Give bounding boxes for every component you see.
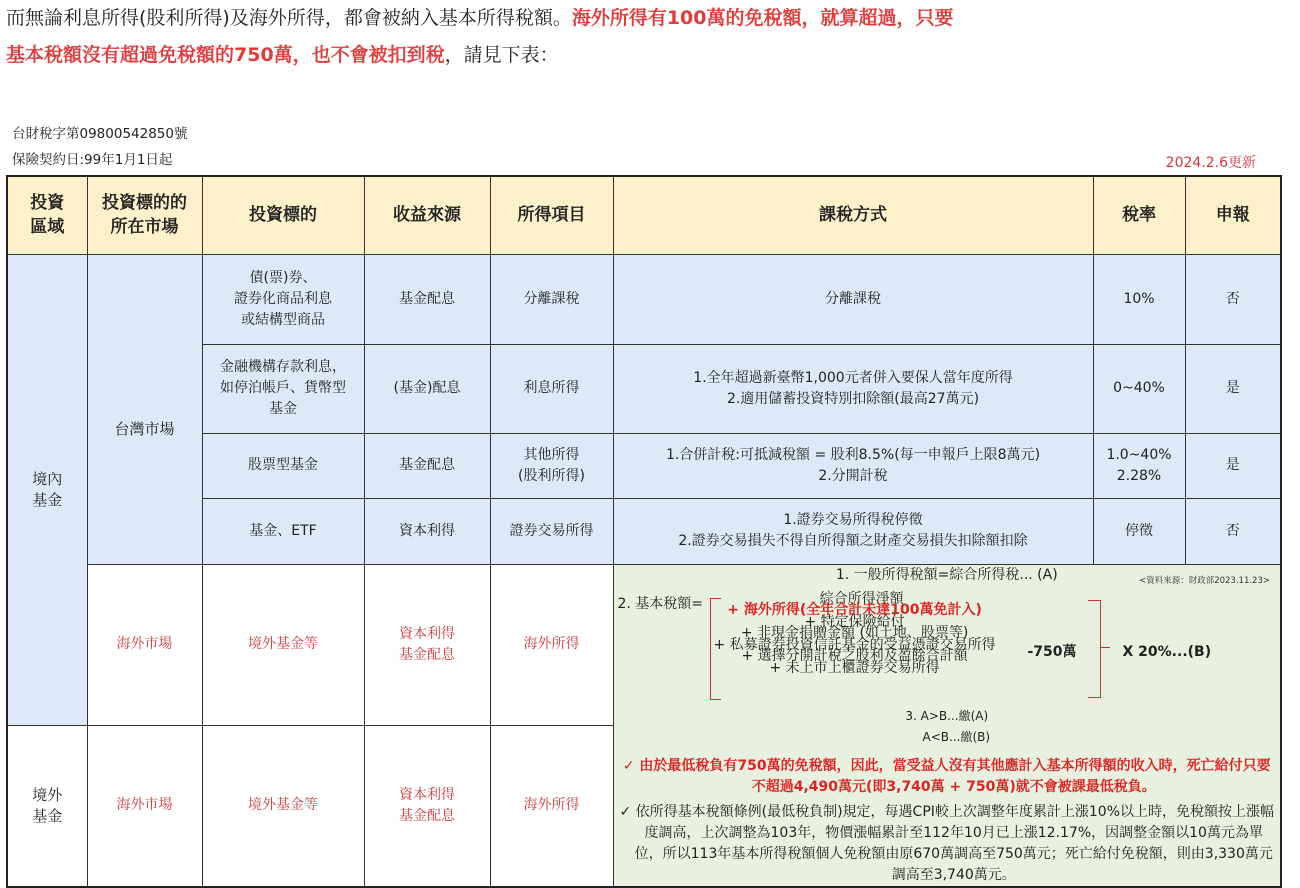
income-cell: 其他所得 (股利所得) — [490, 433, 613, 498]
source-cell: 基金配息 — [364, 433, 490, 498]
market-overseas: 海外市場 — [87, 725, 202, 886]
rate-cell: 停徵 — [1093, 498, 1185, 564]
formula-item: + 未上市上櫃證券交易所得 — [769, 659, 940, 676]
rate-cell: 0~40% — [1093, 344, 1185, 433]
target-cell: 金融機構存款利息， 如停泊帳戶、貨幣型 基金 — [202, 344, 364, 433]
intro-text: ，請見下表： — [444, 44, 559, 66]
market-taiwan: 台灣市場 — [87, 254, 202, 564]
intro-line-2 — [6, 37, 1296, 74]
table-row — [7, 254, 1281, 344]
header-income: 所得項目 — [490, 176, 613, 254]
formula-item: + 特定保險給付 — [804, 613, 905, 630]
income-cell: 海外所得 — [490, 564, 613, 725]
note-item-1: 1. 一般所得稅額=綜合所得稅... (A) — [835, 566, 1058, 583]
region-domestic: 境內 基金 — [7, 254, 87, 725]
tax-rate-multiplier: X 20%...(B) — [1122, 643, 1212, 660]
target-cell: 股票型基金 — [202, 433, 364, 498]
header-market: 投資標的的 所在市場 — [87, 176, 202, 254]
header-source: 收益來源 — [364, 176, 490, 254]
basic-tax-formula — [617, 590, 1277, 706]
minimum-tax-note — [613, 564, 1281, 887]
formula-item: + 非現金捐贈金額 (如土地、股票等) — [740, 625, 969, 641]
intro-paragraph — [6, 0, 1296, 74]
contract-date: 保險契約日:99年1月1日起 — [12, 152, 173, 168]
source-cell: (基金)配息 — [364, 344, 490, 433]
income-cell: 證券交易所得 — [490, 498, 613, 564]
header-row — [7, 176, 1281, 254]
header-report: 申報 — [1185, 176, 1281, 254]
note-check-1: ✓ 由於最低稅負有750萬的免稅額，因此，當受益人沒有其他應計入基本所得額的收入時，死亡給付只要不超過4,490萬元(即3,740萬 + 750萬)就不會被課最低稅負。 — [622, 757, 1271, 795]
target-cell: 境外基金等 — [202, 564, 364, 725]
source-cell: 資本利得 基金配息 — [364, 725, 490, 886]
income-cell: 分離課稅 — [490, 254, 613, 344]
formula-item: + 選擇分開計稅之股利及盈餘合計額 — [741, 648, 968, 664]
report-cell: 是 — [1185, 433, 1281, 498]
formula-item: 綜合所得淨額 — [805, 590, 904, 607]
rate-cell: 1.0~40% 2.28% — [1093, 433, 1185, 498]
intro-line-1 — [6, 0, 1296, 37]
intro-text: 而無論利息所得(股利所得)及海外所得，都會被納入基本所得稅額。 — [6, 7, 572, 29]
bracket-tick-icon — [1100, 647, 1110, 648]
updated-date: 2024.2.6更新 — [1165, 155, 1256, 171]
method-cell: 1.合併計稅:可抵減稅額 = 股利8.5%(每一申報戶上限8萬元) 2.分開計稅 — [613, 433, 1093, 498]
market-overseas: 海外市場 — [87, 564, 202, 725]
source-cell: 基金配息 — [364, 254, 490, 344]
formula-items — [713, 590, 996, 676]
report-cell: 是 — [1185, 344, 1281, 433]
formula-item: + 海外所得(全年合計未達100萬免計入) — [727, 602, 982, 618]
header-target: 投資標的 — [202, 176, 364, 254]
report-cell: 否 — [1185, 254, 1281, 344]
source-cell: 資本利得 基金配息 — [364, 564, 490, 725]
target-cell: 境外基金等 — [202, 725, 364, 886]
note-item-3-line-2: A<B...繳(B) — [903, 729, 991, 744]
source-cell: 資本利得 — [364, 498, 490, 564]
exemption-amount: -750萬 — [1027, 643, 1077, 660]
tax-table — [6, 175, 1282, 888]
rate-cell: 10% — [1093, 254, 1185, 344]
method-cell: 分離課稅 — [613, 254, 1093, 344]
tax-ruling-number: 台財稅字第09800542850號 — [12, 126, 188, 142]
note-check-2: ✓ 依所得基本稅額條例(最低稅負制)規定，每遇CPI較上次調整年度累計上漲10%以上時，免稅額按上漲幅度調高，上次調整為103年，物價漲幅累計至112年10月已上漲12.17%，因調整金額以10萬元為單位，所以113年基本所得稅額個人免稅額由原670萬調高至750萬元；死亡給付免稅額，則由3,330萬元調高至3,740萬元。 — [619, 803, 1275, 883]
intro-highlight: 海外所得有100萬的免稅額，就算超過，只要 — [571, 7, 954, 29]
method-cell: 1.全年超過新臺幣1,000元者併入要保人當年度所得 2.適用儲蓄投資特別扣除額(最高27萬元) — [613, 344, 1093, 433]
method-cell: 1.證券交易所得稅停徵 2.證券交易損失不得自所得額之財產交易損失扣除額扣除 — [613, 498, 1093, 564]
report-cell: 否 — [1185, 498, 1281, 564]
intro-highlight: 基本稅額沒有超過免稅額的750萬，也不會被扣到稅 — [6, 44, 445, 66]
target-cell: 債(票)券、 證券化商品利息 或結構型商品 — [202, 254, 364, 344]
header-rate: 稅率 — [1093, 176, 1185, 254]
note-item-3-line-1: 3. A>B...繳(A) — [905, 708, 989, 723]
note-source: <資料來源：財政部2023.11.23> — [1139, 575, 1270, 586]
table-row — [7, 564, 1281, 725]
income-cell: 海外所得 — [490, 725, 613, 886]
note-item-2-label: 2. 基本稅額= — [617, 595, 704, 612]
header-method: 課稅方式 — [613, 176, 1093, 254]
region-overseas: 境外 基金 — [7, 725, 87, 886]
income-cell: 利息所得 — [490, 344, 613, 433]
target-cell: 基金、ETF — [202, 498, 364, 564]
formula-item: + 私募證券投資信託基金的受益憑證交易所得 — [713, 636, 996, 653]
right-bracket-icon — [1088, 600, 1101, 698]
header-region: 投資 區域 — [7, 176, 87, 254]
